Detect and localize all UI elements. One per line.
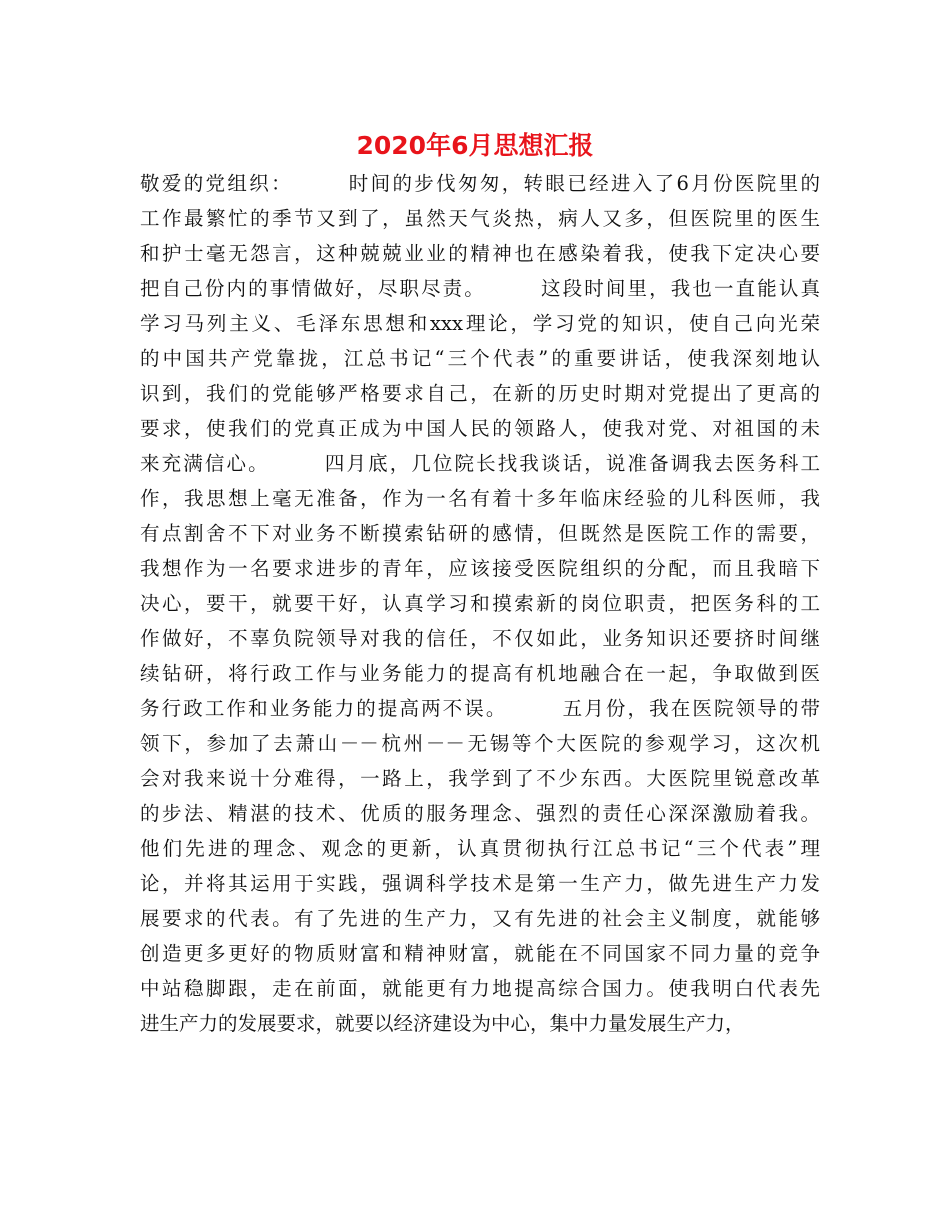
text-line: 把自己份内的事情做好，尽职尽责。 这段时间里，我也一直能认真 [140,277,820,300]
text-line: 决心，要干，就要干好，认真学习和摸索新的岗位职责，把医务科的工 [140,592,820,615]
text-line: 识到，我们的党能够严格要求自己，在新的历史时期对党提出了更高的 [140,382,820,405]
text-line: 我想作为一名要求进步的青年，应该接受医院组织的分配，而且我暗下 [140,557,820,580]
text-line: 会对我来说十分难得，一路上，我学到了不少东西。大医院里锐意改革 [140,767,820,790]
text-line: 务行政工作和业务能力的提高两不误。 五月份，我在医院领导的带 [140,697,820,720]
text-line: 中站稳脚跟，走在前面，就能更有力地提高综合国力。使我明白代表先 [140,977,820,1000]
text-line: 敬爱的党组织： 时间的步伐匆匆，转眼已经进入了6月份医院里的 [140,172,820,195]
text-line: 的步法、精湛的技术、优质的服务理念、强烈的责任心深深激励着我。 [140,802,820,825]
text-line: 展要求的代表。有了先进的生产力，又有先进的社会主义制度，就能够 [140,907,820,930]
text-line: 创造更多更好的物质财富和精神财富，就能在不同国家不同力量的竞争 [140,942,820,965]
text-line: 进生产力的发展要求，就要以经济建设为中心，集中力量发展生产力， [140,1012,745,1035]
text-line: 作做好，不辜负院领导对我的信任，不仅如此，业务知识还要挤时间继 [140,627,820,650]
text-line: 工作最繁忙的季节又到了，虽然天气炎热，病人又多，但医院里的医生 [140,207,820,230]
text-line: 有点割舍不下对业务不断摸索钻研的感情，但既然是医院工作的需要， [140,522,820,545]
text-line: 要求，使我们的党真正成为中国人民的领路人，使我对党、对祖国的未 [140,417,820,440]
text-line: 和护士毫无怨言，这种兢兢业业的精神也在感染着我，使我下定决心要 [140,242,820,265]
text-line: 来充满信心。 四月底，几位院长找我谈话，说准备调我去医务科工 [140,452,820,475]
text-line: 作，我思想上毫无准备，作为一名有着十多年临床经验的儿科医师，我 [140,487,820,510]
text-line: 领下，参加了去萧山－－杭州－－无锡等个大医院的参观学习，这次机 [140,732,820,755]
document-body [140,166,820,1041]
text-line: 续钻研，将行政工作与业务能力的提高有机地融合在一起，争取做到医 [140,662,820,685]
text-line: 他们先进的理念、观念的更新，认真贯彻执行江总书记“三个代表”理 [140,837,820,860]
text-line: 论，并将其运用于实践，强调科学技术是第一生产力，做先进生产力发 [140,872,820,895]
document-title: 2020年6月思想汇报 [356,131,594,160]
text-line: 学习马列主义、毛泽东思想和xxx理论，学习党的知识，使自己向光荣 [140,312,820,335]
text-line: 的中国共产党靠拢，江总书记“三个代表”的重要讲话，使我深刻地认 [140,347,820,370]
